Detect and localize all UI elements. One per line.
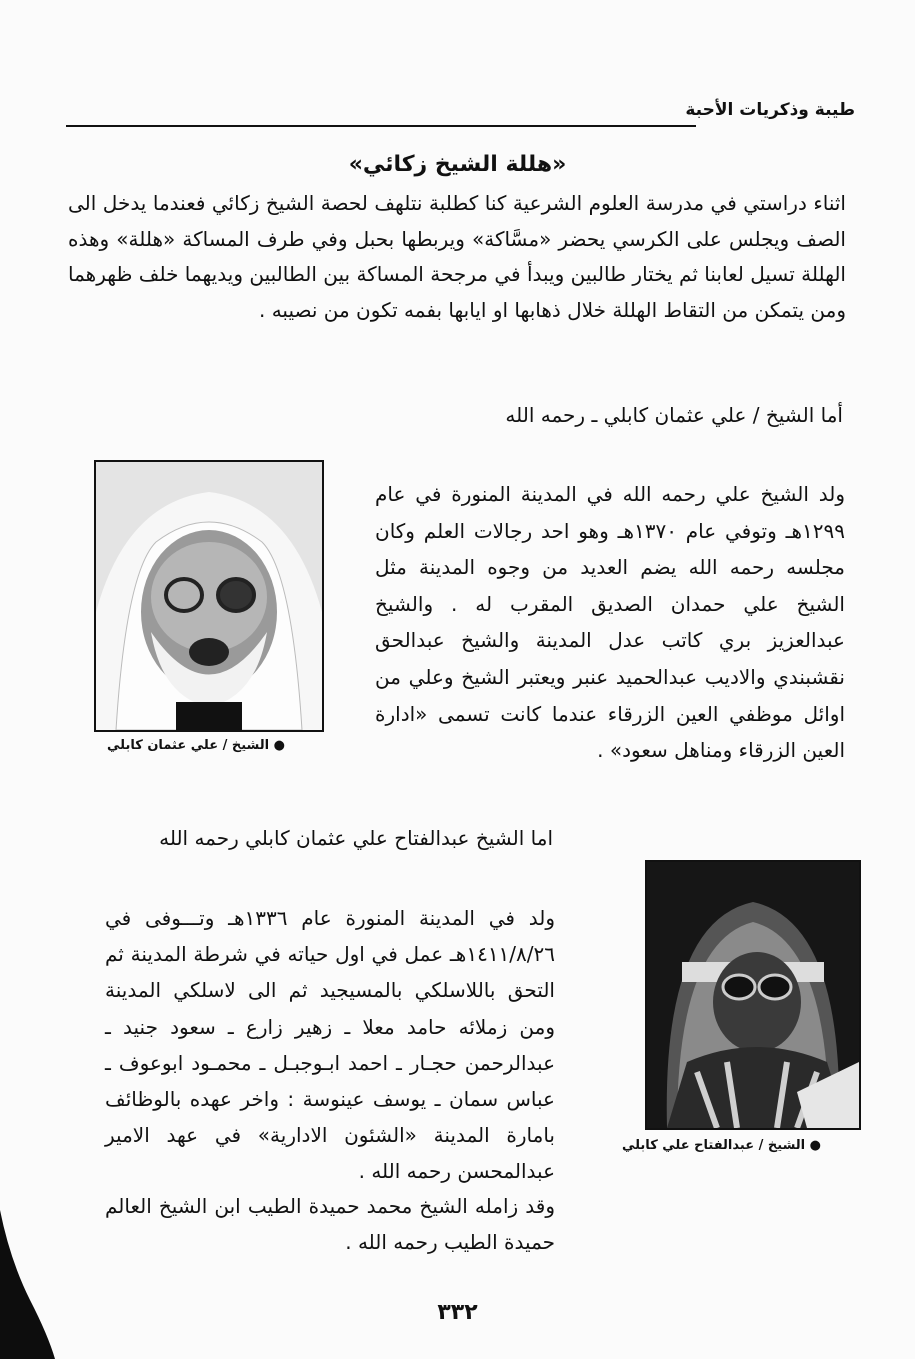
photo-abdulfattah-kabli (645, 860, 861, 1130)
page-number: ٣٣٢ (437, 1300, 478, 1325)
paragraph-ali-kabli: ولد الشيخ علي رحمه الله في المدينة المنورة في عام ١٢٩٩هـ وتوفي عام ١٣٧٠هـ وهو احد رجالات العلم وكان مجلسه رحمه الله يضم العديد من وجوه المدينة مثل الشيخ علي حمدان الصديق المقرب له . والشيخ عبدالعزيز بري كاتب عدل المدينة والشيخ عبدالحق نقشبندي والاديب عبدالحميد عنبر ويعتبر الشيخ وعلي من اوائل موظفي العين الزرقاء عندما كانت تسمى «ادارة العين الزرقاء ومناهل سعود» . (375, 482, 845, 763)
paragraph-zakai: اثناء دراستي في مدرسة العلوم الشرعية كنا كطلبة نتلهف لحصة الشيخ زكائي فعندما يدخل الى الصف ويجلس على الكرسي يحضر «مسَّاكة» ويربطها بحبل وفي طرف المساكة «هللة» وهذه الهللة تسيل لعابنا ثم يختار طالبين ويبدأ في مرجحة المساكة بين الطالبين ويديهما خلف ظهرهما ومن يتمكن من التقاط الهللة خلال ذهابها او ايابها بفمه تكون من نصيبه . (68, 191, 846, 322)
photo-ali-kabli (94, 460, 324, 732)
portrait-ali-kabli (96, 462, 322, 730)
header-rule (66, 125, 696, 127)
paragraph-abdulfattah-kabli: ولد في المدينة المنورة عام ١٣٣٦هـ وتـــوفى في ١٤١١/٨/٢٦هـ عمل في اول حياته في شرطة المدينة ثم التحق باللاسلكي بالمسيجيد ثم الى لاسلكي المدينة ومن زملائه حامد معلا ـ زهير زارع ـ سعود جنيد ـ عبدالرحمن حجـار ـ احمد ابـوجبـل ـ محمـود ابوعوف ـ عباس سمان ـ يوسف عينوسة : واخر عهده بالوظائف بامارة المدينة «الشئون الادارية» في عهد الامير عبدالمحسن رحمه الله . (105, 906, 555, 1184)
section-title: «هللة الشيخ زكائي» (348, 152, 567, 177)
heading-ali-kabli: أما الشيخ / علي عثمان كابلي ـ رحمه الله (505, 403, 843, 427)
caption-ali-kabli: ● الشيخ / علي عثمان كابلي (107, 738, 285, 753)
running-head: طيبة وذكريات الأحبة (685, 100, 855, 120)
heading-abdulfattah-kabli: اما الشيخ عبدالفتاح علي عثمان كابلي رحمه الله (159, 826, 553, 850)
paragraph-hamida-tayeb: وقد زامله الشيخ محمد حميدة الطيب ابن الشيخ العالم حميدة الطيب رحمه الله . (105, 1194, 555, 1254)
caption-abdulfattah-kabli: ● الشيخ / عبدالفتاح علي كابلي (621, 1138, 821, 1153)
page-edge-shadow (0, 1210, 60, 1359)
portrait-abdulfattah-kabli (647, 862, 859, 1128)
